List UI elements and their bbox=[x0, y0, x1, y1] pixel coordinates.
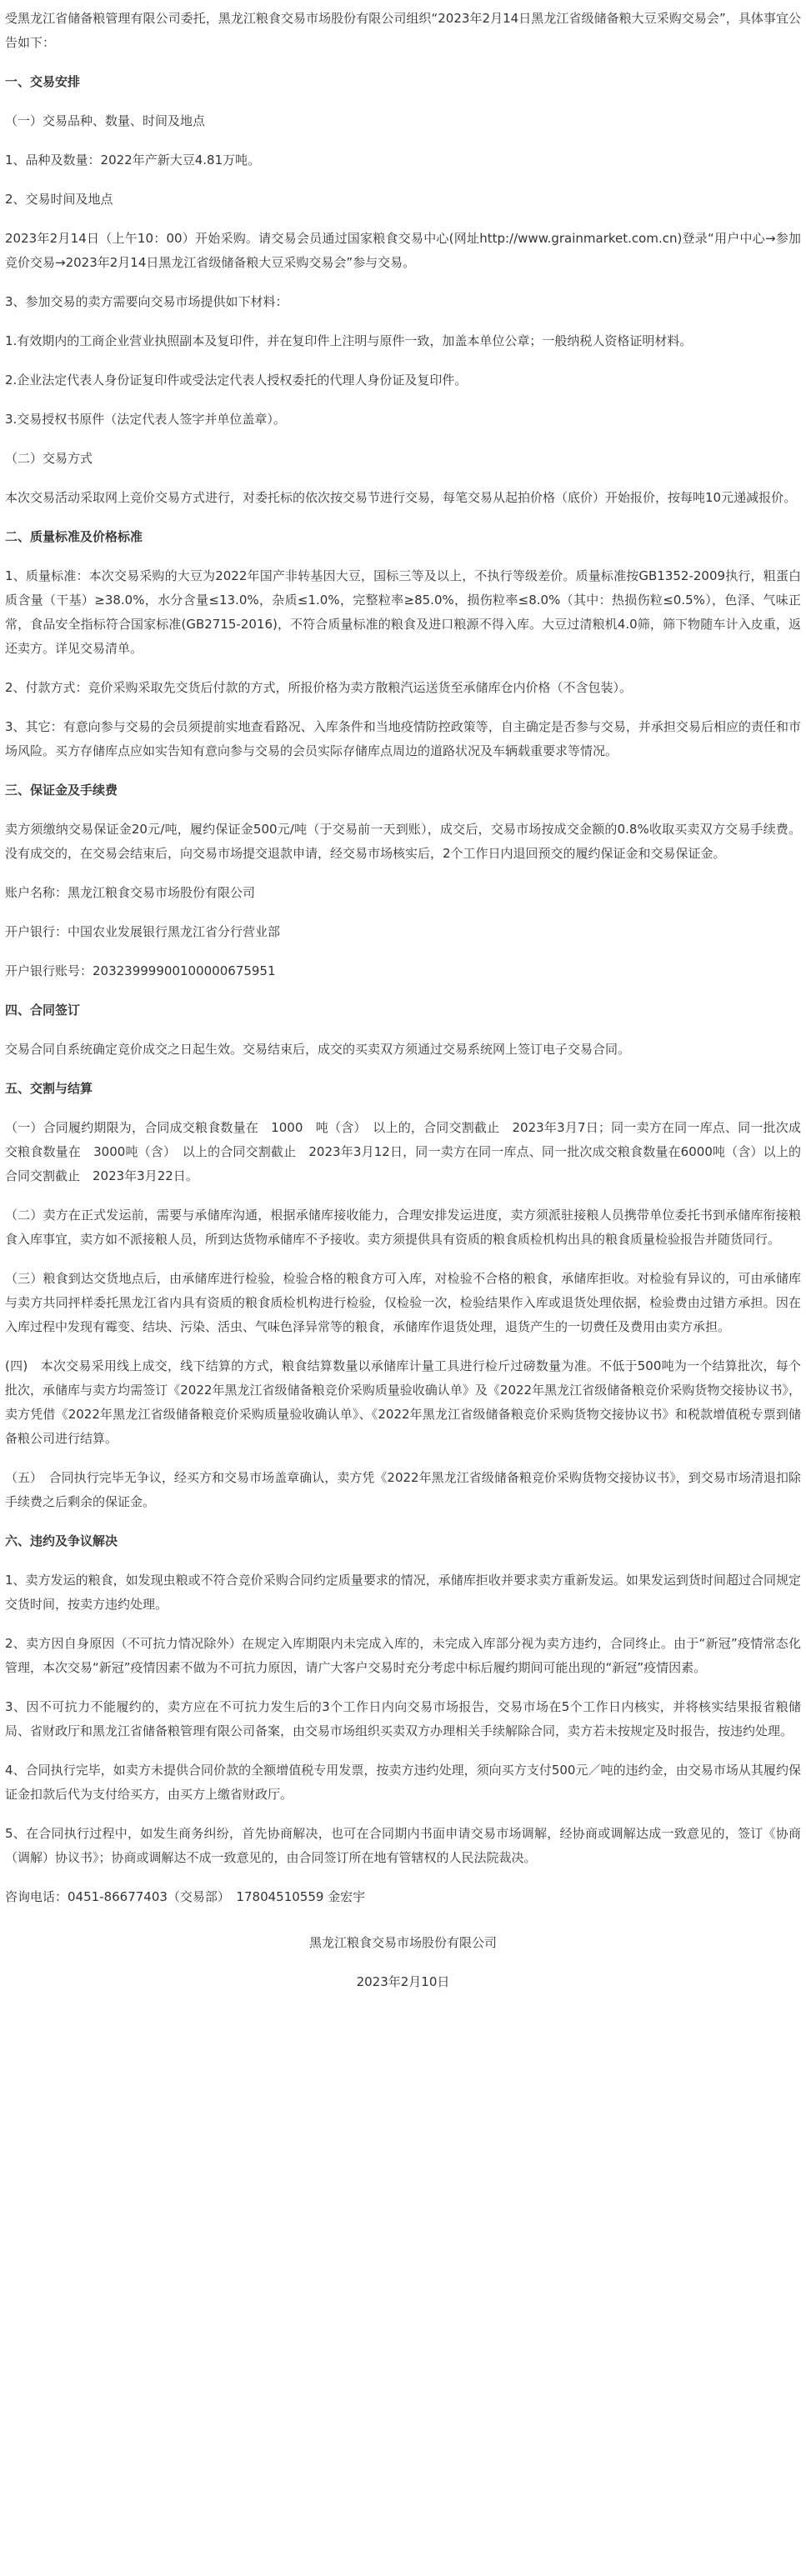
paragraph: 4、合同执行完毕，如卖方未提供合同价款的全额增值税专用发票，按卖方违约处理，须向买方支付500元／吨的违约金，由交易市场从其履约保证金扣款后代为支付给买方，由买方上缴省财政厅。 bbox=[5, 1763, 801, 1802]
account-bank: 开户银行：中国农业发展银行黑龙江省分行营业部 bbox=[5, 924, 281, 939]
signature-date: 2023年2月10日 bbox=[356, 1974, 450, 1989]
paragraph: 3、因不可抗力不能履约的，卖方应在不可抗力发生后的3个工作日内向交易市场报告，交易市场在5个工作日内核实，并将核实结果报省粮储局、省财政厅和黑龙江省储备粮管理有限公司备案，由交易市场组织买卖双方办理相关手续解除合同，卖方若未按规定及时报告，按违约处理。 bbox=[5, 1699, 801, 1738]
paragraph: 本次交易活动采取网上竞价交易方式进行，对委托标的依次按交易节进行交易，每笔交易从起拍价格（底价）开始报价，按每吨10元递减报价。 bbox=[5, 490, 797, 505]
paragraph: （一）交易品种、数量、时间及地点 bbox=[5, 113, 206, 128]
section-heading-delivery-settlement: 五、交割与结算 bbox=[5, 1081, 93, 1096]
paragraph: 3.交易授权书原件（法定代表人签字并单位盖章）。 bbox=[5, 412, 286, 427]
paragraph: 2、交易时间及地点 bbox=[5, 192, 113, 207]
paragraph: 3、参加交易的卖方需要向交易市场提供如下材料： bbox=[5, 294, 288, 309]
paragraph: （二）交易方式 bbox=[5, 451, 93, 466]
intro-paragraph: 受黑龙江省储备粮管理有限公司委托，黑龙江粮食交易市场股份有限公司组织“2023年2月14日黑龙江省级储备粮大豆采购交易会”，具体事宜公告如下： bbox=[5, 11, 801, 50]
section-heading-quality-standard: 二、质量标准及价格标准 bbox=[5, 529, 143, 544]
account-name: 账户名称：黑龙江粮食交易市场股份有限公司 bbox=[5, 885, 256, 900]
account-number: 开户银行账号：20323999900100000675951 bbox=[5, 963, 276, 978]
signature-company: 黑龙江粮食交易市场股份有限公司 bbox=[308, 1935, 497, 1950]
paragraph: （一）合同履约期限为，合同成交粮食数量在 1000 吨（含） 以上的，合同交割截止 2023年3月7日；同一卖方在同一库点、同一批次成交粮食数量在 3000吨（含） 以上的合同交割截止 2023年3月12日，同一卖方在同一库点、同一批次成交粮食数量在6000吨（含）以上的合同交割截止 2023年3月22日。 bbox=[5, 1120, 801, 1183]
paragraph: 卖方须缴纳交易保证金20元/吨，履约保证金500元/吨（于交易前一天到账），成交后，交易市场按成交金额的0.8%收取买卖双方交易手续费。没有成交的，在交易会结束后，向交易市场提交退款申请，经交易市场核实后，2个工作日内退回预交的履约保证金和交易保证金。 bbox=[5, 822, 801, 861]
contact-phone: 咨询电话：0451-86677403（交易部） 17804510559 金宏宇 bbox=[5, 1889, 366, 1904]
paragraph: 1、品种及数量：2022年产新大豆4.81万吨。 bbox=[5, 153, 261, 168]
paragraph: 1、卖方发运的粮食，如发现虫粮或不符合竞价采购合同约定质量要求的情况，承储库拒收并要求卖方重新发运。如果发运到货时间超过合同规定交货时间，按卖方违约处理。 bbox=[5, 1573, 801, 1612]
paragraph: 2.企业法定代表人身份证复印件或受法定代表人授权委托的代理人身份证及复印件。 bbox=[5, 373, 468, 388]
section-heading-trade-arrangement: 一、交易安排 bbox=[5, 74, 81, 89]
paragraph: （三）粮食到达交货地点后，由承储库进行检验，检验合格的粮食方可入库，对检验不合格的粮食，承储库拒收。对检验有异议的，可由承储库与卖方共同抨样委托黑龙江省内具有资质的粮食质检机构进行检验，仅检验一次，检验结果作入库或退货处理依据，检验费由过错方承担。因在入库过程中发现有霉变、结块、污染、活虫、气味色泽异常等的粮食，承储库作退货处理，退货产生的一切费任及费用由卖方承担。 bbox=[5, 1271, 801, 1334]
section-heading-deposit-and-fees: 三、保证金及手续费 bbox=[5, 783, 118, 798]
paragraph: 2023年2月14日（上午10：00）开始采购。请交易会员通过国家粮食交易中心(网址http://www.grainmarket.com.cn)登录“用户中心→参加竞价交易→2023年2月14日黑龙江省级储备粮大豆采购交易会”参与交易。 bbox=[5, 231, 801, 270]
section-heading-breach-disputes: 六、违约及争议解决 bbox=[5, 1533, 118, 1548]
paragraph: 5、在合同执行过程中，如发生商务纠纷，首先协商解决，也可在合同期内书面申请交易市场调解，经协商或调解达成一致意见的，签订《协商（调解）协议书》；协商或调解达不成一致意见的，由合同签订所在地有管辖权的人民法院裁决。 bbox=[5, 1826, 801, 1865]
paragraph: 2、卖方因自身原因（不可抗力情况除外）在规定入库期限内未完成入库的，未完成入库部分视为卖方违约，合同终止。由于“新冠”疫情常态化管理，本次交易“新冠”疫情因素不做为不可抗力原因，请广大客户交易时充分考虑中标后履约期间可能出现的“新冠”疫情因素。 bbox=[5, 1636, 801, 1675]
paragraph: （二）卖方在正式发运前，需要与承储库沟通，根据承储库接收能力，合理安排发运进度，卖方须派驻接粮人员携带单位委托书到承储库衔接粮食入库事宜，卖方如不派接粮人员，所到达货物承储库不予接收。卖方须提供具有资质的粮食质检机构出具的粮食质量检验报告并随货同行。 bbox=[5, 1208, 801, 1247]
paragraph: 3、其它：有意向参与交易的会员须提前实地查看路况、入库条件和当地疫情防控政策等，自主确定是否参与交易，并承担交易后相应的责任和市场风险。买方存储库点应如实告知有意向参与交易的会员实际存储库点周边的道路状况及车辆载重要求等情况。 bbox=[5, 719, 801, 758]
paragraph: 2、付款方式：竞价采购采取先交货后付款的方式，所报价格为卖方散粮汽运送货至承储库仓内价格（不含包装）。 bbox=[5, 680, 633, 695]
paragraph: 1、质量标准：本次交易采购的大豆为2022年国产非转基因大豆，国标三等及以上，不执行等级差价。质量标准按GB1352-2009执行，粗蛋白质含量（干基）≥38.0%，水分含量≤13.0%，杂质≤1.0%，完整粒率≥85.0%，损伤粒率≤8.0%（其中：热损伤粒≤0.5%），色泽、气味正常，食品安全指标符合国家标准(GB2715-2016)，不符合质量标准的粮食及进口粮源不得入库。大豆过清粮机4.0筛，筛下物随车计入皮重，返还卖方。详见交易清单。 bbox=[5, 568, 801, 656]
paragraph: 交易合同自系统确定竞价成交之日起生效。交易结束后，成交的买卖双方须通过交易系统网上签订电子交易合同。 bbox=[5, 1042, 631, 1057]
paragraph: 1.有效期内的工商企业营业执照副本及复印件，并在复印件上注明与原件一致，加盖本单位公章；一般纳税人资格证明材料。 bbox=[5, 333, 693, 348]
section-heading-contract-signing: 四、合同签订 bbox=[5, 1003, 81, 1018]
paragraph: （五） 合同执行完毕无争议，经买方和交易市场盖章确认，卖方凭《2022年黑龙江省级储备粮竞价采购货物交接协议书》，到交易市场清退扣除手续费之后剩余的保证金。 bbox=[5, 1470, 801, 1509]
paragraph: (四) 本次交易采用线上成交，线下结算的方式，粮食结算数量以承储库计量工具进行检斤过磅数量为准。不低于500吨为一个结算批次，每个批次，承储库与卖方均需签订《2022年黑龙江省级储备粮竞价采购质量验收确认单》及《2022年黑龙江省级储备粮竞价采购货物交接协议书》，卖方凭借《2022年黑龙江省级储备粮竞价采购质量验收确认单》、《2022年黑龙江省级储备粮竞价采购货物交接协议书》和税款增值税专票到储备粮公司进行结算。 bbox=[5, 1358, 801, 1446]
